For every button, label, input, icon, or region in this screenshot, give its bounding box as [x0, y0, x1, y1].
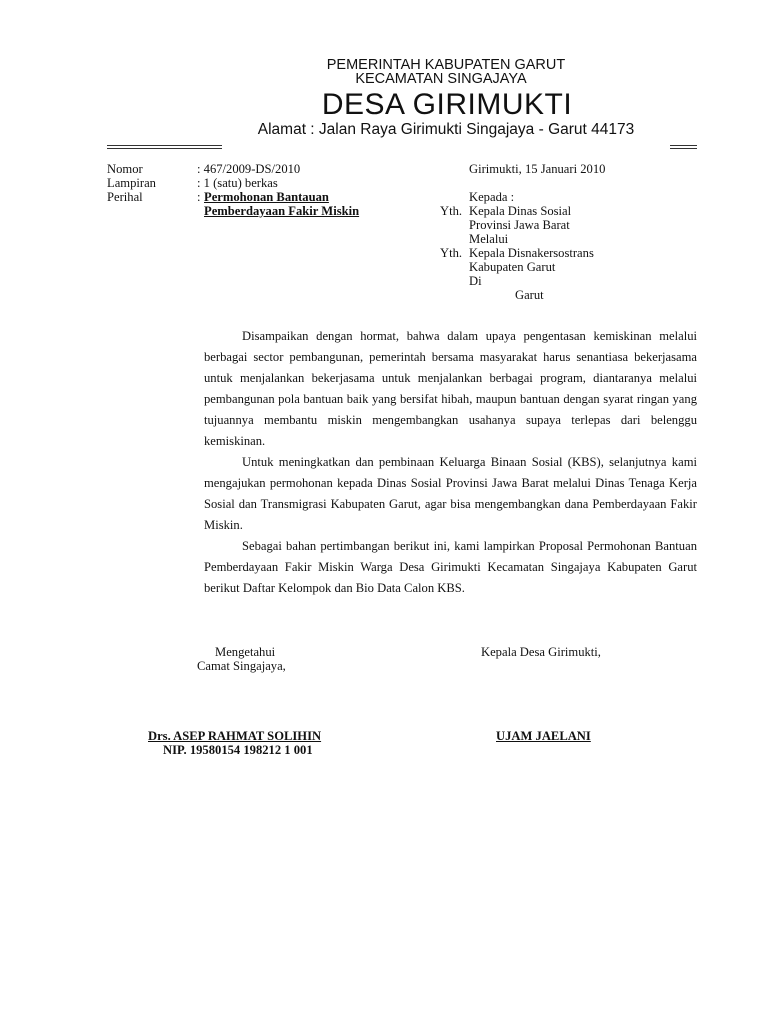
sig-left-title-2: Camat Singajaya,: [197, 659, 286, 673]
perihal-colon: :: [197, 190, 201, 204]
sig-left-name: Drs. ASEP RAHMAT SOLIHIN: [148, 729, 322, 743]
melalui-label: Melalui: [469, 232, 509, 246]
recipient-2-line-2: Kabupaten Garut: [469, 260, 556, 274]
recipient-1-line-2: Provinsi Jawa Barat: [469, 218, 570, 232]
sig-left-title-1: Mengetahui: [215, 645, 276, 659]
sig-left-nip: NIP. 19580154 198212 1 001: [163, 743, 313, 757]
yth-prefix-2: Yth.: [440, 246, 463, 260]
letterhead-village: DESA GIRIMUKTI: [321, 88, 573, 121]
recipient-2-line-1: Kepala Disnakersostrans: [469, 246, 594, 260]
body-paragraph-3: Sebagai bahan pertimbangan berikut ini, kami lampirkan Proposal Permohonan Bantuan Pemberdayaan Fakir Miskin Warga Desa Girimukti Kecamatan Singajaya Kabupaten Garut berikut Daftar Kelompok dan Bio Data Calon KBS.: [204, 539, 697, 595]
letterhead-address: Alamat : Jalan Raya Girimukti Singajaya - Garut 44173: [257, 121, 635, 138]
letterhead-rule-right-thin: [670, 148, 697, 149]
perihal-line-2: Pemberdayaan Fakir Miskin: [204, 204, 360, 218]
lampiran-value: : 1 (satu) berkas: [197, 176, 278, 190]
letterhead-rule-left: [107, 145, 222, 146]
letter-body: [204, 326, 697, 599]
perihal-label: Perihal: [107, 190, 143, 204]
body-paragraph-2: Untuk meningkatkan dan pembinaan Keluarga Binaan Sosial (KBS), selanjutnya kami mengajukan permohonan kepada Dinas Sosial Provinsi Jawa Barat melalui Dinas Tenaga Kerja Sosial dan Transmigrasi Kabupaten Garut, agar bisa mengembangkan dana Pemberdayaan Fakir Miskin.: [204, 455, 697, 532]
perihal-line-1: Permohonan Bantauan: [204, 190, 329, 204]
sig-right-name: UJAM JAELANI: [496, 729, 591, 743]
letterhead-district: KECAMATAN SINGAJAYA: [355, 71, 527, 87]
kepada-label: Kepada :: [469, 190, 515, 204]
nomor-label: Nomor: [107, 162, 143, 176]
body-paragraph-1: Disampaikan dengan hormat, bahwa dalam upaya pengentasan kemiskinan melalui berbagai sector pembangunan, pemerintah bersama masyarakat harus senantiasa bekerjasama untuk menjalankan bekerjasama untuk menjalankan berbagai program, diantaranya melalui pembangunan pola bantuan baik yang bersifat hibah, maupun bantuan dengan syarat ringan yang tujuannya membantu miskin mengembangkan usahanya supaya terlepas dari belenggu kemiskinan.: [204, 329, 697, 448]
place-date: Girimukti, 15 Januari 2010: [469, 162, 606, 176]
recipient-1-line-1: Kepala Dinas Sosial: [469, 204, 572, 218]
letterhead-rule-right: [670, 145, 697, 146]
yth-prefix-1: Yth.: [440, 204, 463, 218]
di-label: Di: [469, 274, 482, 288]
letterhead-government: PEMERINTAH KABUPATEN GARUT: [326, 57, 566, 73]
sig-right-title: Kepala Desa Girimukti,: [481, 645, 601, 659]
nomor-value: : 467/2009-DS/2010: [197, 162, 301, 176]
recipient-city: Garut: [515, 288, 544, 302]
letterhead-rule-left-thin: [107, 148, 222, 149]
lampiran-label: Lampiran: [107, 176, 156, 190]
